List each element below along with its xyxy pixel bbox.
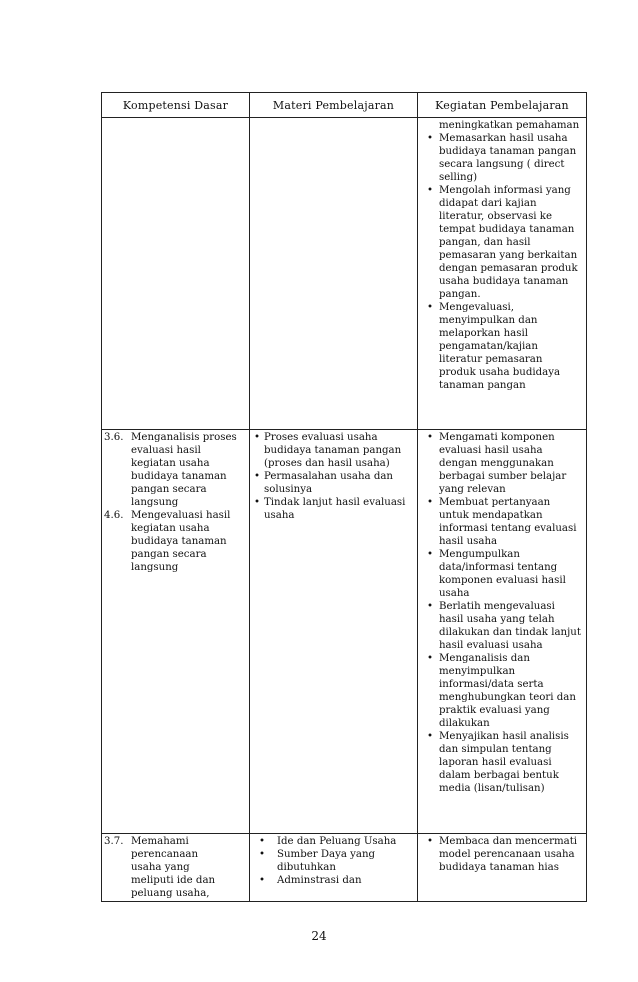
kd-number: 4.6.	[104, 510, 124, 521]
table-row	[102, 834, 587, 902]
materi-cell	[250, 118, 418, 430]
list-item: • Mengamati komponen evaluasi hasil usaha dengan menggunakan berbagai sumber belajar yang relevan	[421, 431, 582, 496]
kegiatan-cell	[418, 834, 587, 902]
materi-cell	[250, 430, 418, 834]
table-row	[102, 118, 587, 430]
header-kompetensi-dasar: Kompetensi Dasar	[102, 93, 250, 118]
materi-cell	[250, 834, 418, 902]
list-item: • Mengevaluasi, menyimpulkan dan melaporkan hasil pengamatan/kajian literatur pemasaran produk usaha budidaya tanaman pangan	[421, 301, 580, 392]
learning-table	[101, 92, 587, 902]
kd-item	[104, 431, 246, 509]
list-item: • Mengolah informasi yang didapat dari kajian literatur, observasi ke tempat budidaya tanaman pangan, dan hasil pemasaran yang berkaitan dengan pemasaran produk usaha budidaya tanaman pangan.	[421, 184, 580, 301]
list-item: • Menyajikan hasil analisis dan simpulan tentang laporan hasil evaluasi dalam berbagai bentuk media (lisan/tulisan)	[421, 730, 582, 795]
list-item: • Proses evaluasi usaha budidaya tanaman pangan (proses dan hasil usaha)	[253, 431, 411, 470]
materi-list	[253, 835, 411, 887]
kd-cell	[102, 118, 250, 430]
list-item: • Ide dan Peluang Usaha	[253, 835, 411, 848]
kegiatan-list	[421, 431, 582, 795]
list-item-continuation: meningkatkan pemahaman	[439, 120, 580, 131]
kd-cell	[102, 430, 250, 834]
header-materi-pembelajaran: Materi Pembelajaran	[250, 93, 418, 118]
header-kegiatan-pembelajaran: Kegiatan Pembelajaran	[418, 93, 587, 118]
list-item: • Membuat pertanyaan untuk mendapatkan informasi tentang evaluasi hasil usaha	[421, 496, 582, 548]
kegiatan-list	[421, 835, 582, 874]
list-item: • Mengumpulkan data/informasi tentang komponen evaluasi hasil usaha	[421, 548, 582, 600]
kd-item	[104, 835, 246, 900]
list-item: • Membaca dan mencermati model perencanaan usaha budidaya tanaman hias	[421, 835, 582, 874]
list-item: • Memasarkan hasil usaha budidaya tanaman pangan secara langsung ( direct selling)	[421, 132, 580, 184]
kd-number: 3.6.	[104, 432, 124, 443]
list-item: • Adminstrasi dan	[253, 874, 411, 887]
list-item: • Permasalahan usaha dan solusinya	[253, 470, 411, 496]
kd-number: 3.7.	[104, 836, 124, 847]
kd-text: Mengevaluasi hasil kegiatan usaha budidaya tanaman pangan secara langsung	[131, 510, 231, 573]
table-header-row	[102, 93, 587, 118]
kd-text: Memahami perencanaan usaha yang meliputi ide dan peluang usaha,	[131, 836, 216, 899]
kegiatan-cell	[418, 430, 587, 834]
list-item: • Menganalisis dan menyimpulkan informasi/data serta menghubungkan teori dan praktik evaluasi yang dilakukan	[421, 652, 582, 730]
table-row	[102, 430, 587, 834]
kegiatan-list	[421, 132, 580, 392]
page-number: 24	[311, 929, 327, 943]
kd-text: Menganalisis proses evaluasi hasil kegiatan usaha budidaya tanaman pangan secara langsung	[131, 432, 237, 508]
list-item: • Sumber Daya yang dibutuhkan	[253, 848, 411, 874]
kegiatan-cell	[418, 118, 587, 430]
list-item: • Berlatih mengevaluasi hasil usaha yang telah dilakukan dan tindak lanjut hasil evaluasi usaha	[421, 600, 582, 652]
list-item: • Tindak lanjut hasil evaluasi usaha	[253, 496, 411, 522]
kd-cell	[102, 834, 250, 902]
kd-item	[104, 509, 246, 574]
materi-list	[253, 431, 411, 522]
